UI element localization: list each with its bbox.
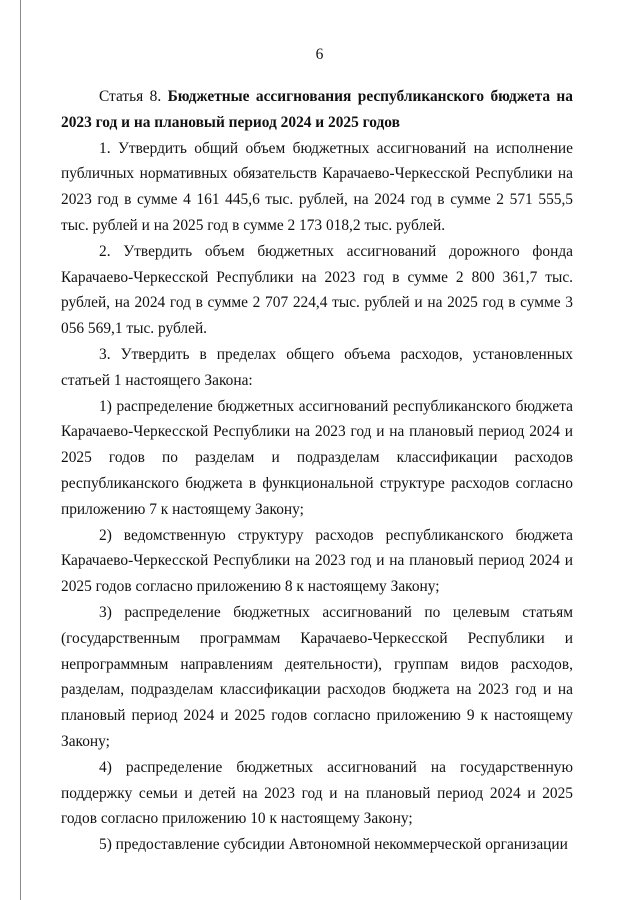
- paragraph-3: 3. Утвердить в пределах общего объема расходов, установленных статьей 1 настоящего Закона:: [61, 345, 573, 389]
- scan-edge-line: [20, 0, 21, 900]
- page-number: 6: [315, 46, 324, 63]
- list-item-3: 3) распределение бюджетных ассигнований по целевым статьям (государственным программам Карачаево-Черкесской Республики и непрограммным направлениям деятельности), группам видов расходов, разделам, подразделам классификации расходов бюджета на 2023 год и на плановый период 2024 и 2025 годов согласно приложению 9 к настоящему Закону;: [61, 603, 573, 750]
- document-body: [61, 84, 573, 858]
- paragraph-1: 1. Утвердить общий объем бюджетных ассигнований на исполнение публичных нормативных обязательств Карачаево-Черкесской Республики на 2023 год в сумме 4 161 445,6 тыс. рублей, на 2024 год в сумме 2 571 555,5 тыс. рублей и на 2025 год в сумме 2 173 018,2 тыс. рублей.: [61, 139, 573, 234]
- article-label: Статья 8.: [99, 88, 168, 105]
- list-item-4: 4) распределение бюджетных ассигнований на государственную поддержку семьи и детей на 2023 год и на плановый период 2024 и 2025 годов согласно приложению 10 к настоящему Закону;: [61, 758, 573, 828]
- article-title: Бюджетные ассигнования республиканского бюджета на 2023 год и на плановый период 2024 и 2025 годов: [61, 88, 573, 131]
- paragraph-2: 2. Утвердить объем бюджетных ассигнований дорожного фонда Карачаево-Черкесской Республики на 2023 год в сумме 2 800 361,7 тыс. рублей, на 2024 год в сумме 2 707 224,4 тыс. рублей и на 2025 год в сумме 3 056 569,1 тыс. рублей.: [61, 242, 573, 338]
- list-item-1: 1) распределение бюджетных ассигнований республиканского бюджета Карачаево-Черкесской Республики на 2023 год и на плановый период 2024 и 2025 годов по разделам и подразделам классификации расходов республиканского бюджета в функциональной структуре расходов согласно приложению 7 к настоящему Закону;: [61, 397, 573, 518]
- article-heading: [61, 84, 573, 136]
- list-item-2: 2) ведомственную структуру расходов республиканского бюджета Карачаево-Черкесской Республики на 2023 год и на плановый период 2024 и 2025 годов согласно приложению 8 к настоящему Закону;: [61, 526, 573, 596]
- list-item-5: 5) предоставление субсидии Автономной некоммерческой организации: [99, 836, 568, 854]
